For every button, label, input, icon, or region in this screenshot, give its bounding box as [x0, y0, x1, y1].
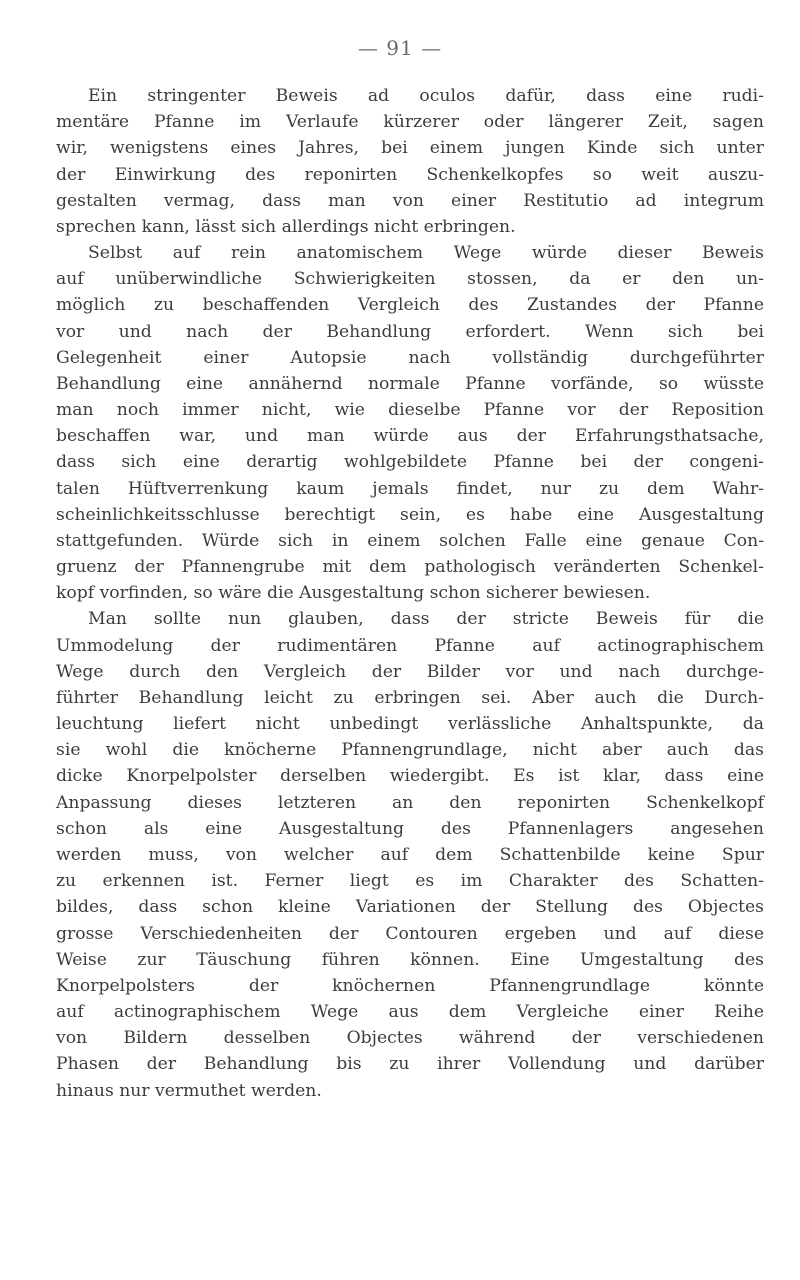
text-line: Weise zur Täuschung führen können. Eine Umgestaltung des: [56, 949, 764, 970]
text-line: auf actinographischem Wege aus dem Vergleiche einer Reihe: [56, 1002, 764, 1023]
text-line: bildes, dass schon kleine Variationen der Stellung des Objectes: [56, 897, 764, 918]
text-line: auf unüberwindliche Schwierigkeiten stossen, da er den un-: [56, 269, 764, 290]
text-line: Man sollte nun glauben, dass der stricte Beweis für die: [88, 609, 764, 630]
page-number: — 91 —: [357, 36, 443, 60]
text-line: talen Hüftverrenkung kaum jemals findet, nur zu dem Wahr-: [56, 478, 764, 499]
text-line: dass sich eine derartig wohlgebildete Pfanne bei der congeni-: [56, 452, 764, 473]
text-line: Ein stringenter Beweis ad oculos dafür, dass eine rudi-: [88, 86, 764, 106]
text-line: schon als eine Ausgestaltung des Pfannenlagers angesehen: [56, 818, 764, 839]
text-line: Behandlung eine annähernd normale Pfanne vorfände, so wüsste: [56, 373, 764, 394]
text-line: möglich zu beschaffenden Vergleich des Zustandes der Pfanne: [56, 295, 764, 316]
text-line: hinaus nur vermuthet werden.: [56, 1080, 322, 1101]
text-line: leuchtung liefert nicht unbedingt verlässliche Anhaltspunkte, da: [56, 714, 764, 735]
text-line: scheinlichkeitsschlusse berechtigt sein, es habe eine Ausgestaltung: [56, 504, 764, 525]
text-line: Selbst auf rein anatomischem Wege würde dieser Beweis: [88, 243, 764, 264]
text-line: Anpassung dieses letzteren an den reponirten Schenkelkopf: [56, 792, 764, 813]
text-line: werden muss, von welcher auf dem Schattenbilde keine Spur: [56, 844, 764, 865]
text-line: wir, wenigstens eines Jahres, bei einem jungen Kinde sich unter: [56, 138, 764, 159]
text-line: Wege durch den Vergleich der Bilder vor und nach durchge-: [56, 661, 764, 682]
text-line: der Einwirkung des reponirten Schenkelkopfes so weit auszu-: [56, 164, 764, 185]
text-line: stattgefunden. Würde sich in einem solchen Falle eine genaue Con-: [56, 530, 764, 551]
text-line: Ummodelung der rudimentären Pfanne auf actinographischem: [56, 635, 764, 656]
text-line: zu erkennen ist. Ferner liegt es im Charakter des Schatten-: [56, 871, 764, 892]
text-line: von Bildern desselben Objectes während der verschiedenen: [56, 1028, 764, 1049]
text-line: führter Behandlung leicht zu erbringen sei. Aber auch die Durch-: [56, 687, 764, 708]
text-line: man noch immer nicht, wie dieselbe Pfanne vor der Reposition: [56, 400, 764, 421]
text-line: gruenz der Pfannengrube mit dem pathologisch veränderten Schenkel-: [56, 557, 764, 578]
text-line: vor und nach der Behandlung erfordert. Wenn sich bei: [56, 321, 764, 342]
text-line: mentäre Pfanne im Verlaufe kürzerer oder längerer Zeit, sagen: [56, 112, 764, 133]
text-line: gestalten vermag, dass man von einer Restitutio ad integrum: [56, 190, 764, 211]
text-line: dicke Knorpelpolster derselben wiedergibt. Es ist klar, dass eine: [56, 766, 764, 787]
text-line: Knorpelpolsters der knöchernen Pfannengrundlage könnte: [56, 975, 764, 996]
text-line: sprechen kann, lässt sich allerdings nicht erbringen.: [56, 216, 516, 237]
text-line: kopf vorfinden, so wäre die Ausgestaltung schon sicherer bewiesen.: [56, 583, 651, 604]
text-line: Gelegenheit einer Autopsie nach vollständig durchgeführter: [56, 347, 764, 368]
text-line: sie wohl die knöcherne Pfannengrundlage, nicht aber auch das: [56, 740, 764, 761]
text-line: beschaffen war, und man würde aus der Erfahrungsthatsache,: [56, 426, 764, 447]
text-line: grosse Verschiedenheiten der Contouren ergeben und auf diese: [56, 923, 764, 944]
body-text: [56, 83, 764, 1104]
text-line: Phasen der Behandlung bis zu ihrer Vollendung und darüber: [56, 1054, 764, 1075]
